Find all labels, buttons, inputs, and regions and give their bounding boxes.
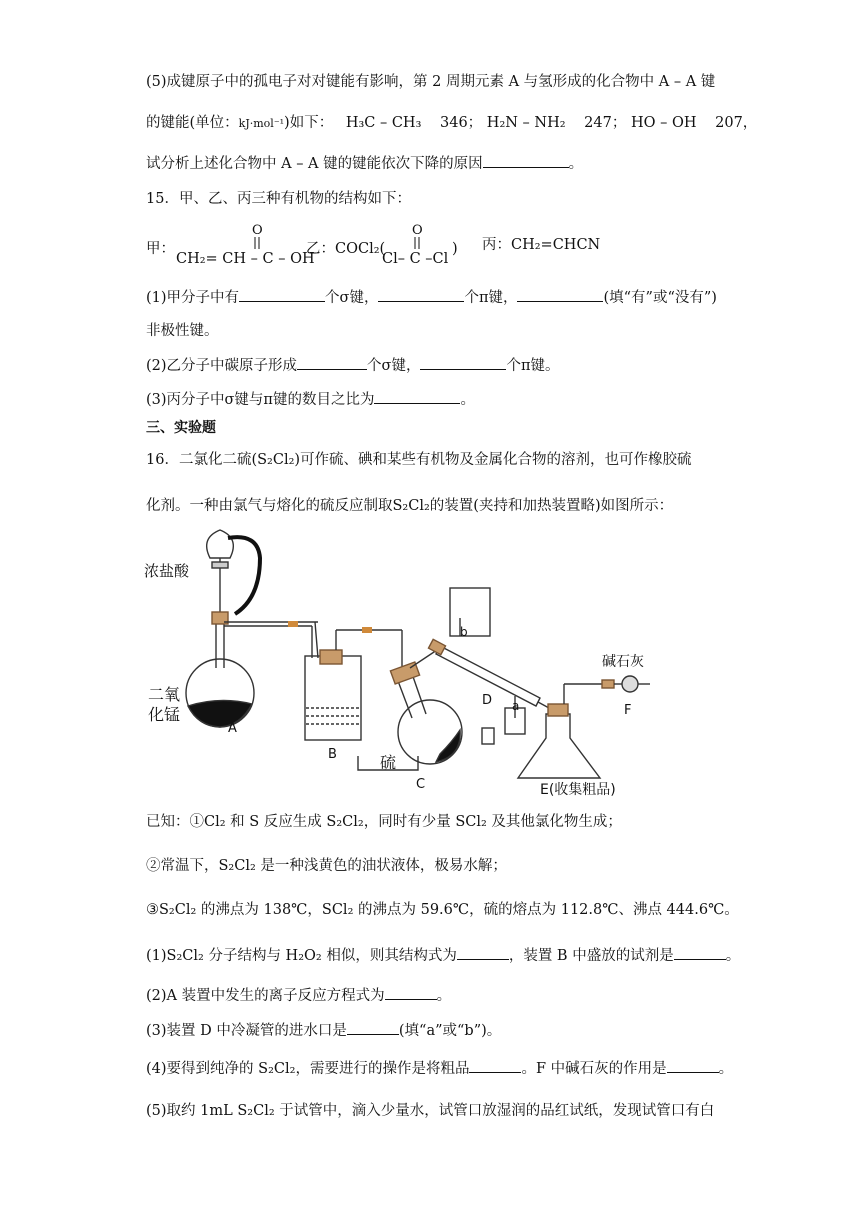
answer-blank[interactable] [378,287,464,302]
q15-p1-c: 个π键， [464,290,518,306]
q15-title-text: 15．甲、乙、丙三种有机物的结构如下： [146,191,411,207]
q14-5-prefix: 的键能(单位： [146,115,239,131]
q16-intro1-b: 可作硫、碘和某些有机物及金属化合物的溶剂，也可作橡胶硫 [300,452,692,468]
q16-intro1 [146,450,692,470]
q16-p2-b: 。 [436,988,452,1004]
label-d: D [482,693,493,708]
section-heading: 三、实验题 [146,420,216,436]
q16-p3 [146,1020,501,1041]
answer-blank[interactable] [517,287,603,302]
q16-p1 [146,945,740,966]
drying-tube-f [622,676,638,692]
formula-s2cl2: S₂Cl₂ [392,498,430,514]
q16-p1-c: 。 [725,948,741,964]
answer-blank[interactable] [347,1020,399,1035]
compound-hydrazine: H₂N – NH₂ [486,115,566,131]
q15-p2-b: 个σ键， [367,358,421,374]
q16-p4 [146,1058,733,1079]
q16-p3-b: (填“a”或“b”)。 [398,1023,502,1039]
q15-p1 [146,287,717,308]
q16-p3-a: (3)装置 D 中冷凝管的进水口是 [146,1023,347,1039]
answer-blank[interactable] [385,985,437,1000]
q15-p1-a: (1)甲分子中有 [146,290,240,306]
label-a: A [228,721,237,736]
q16-intro2-a: 化剂。一种由氯气与熔化的硫反应制取 [146,498,393,514]
separatory-funnel [207,530,234,558]
label-e: E(收集粗品) [540,782,616,798]
label-water-outlet-b: b [460,625,468,639]
answer-blank[interactable] [674,945,726,960]
q14-5-mid: )如下： [284,115,334,131]
value-h2o2: 207， [715,115,758,131]
jia-structure: CH₂= CH – C – OH [176,251,315,267]
q14-5-text3: 试分析上述化合物中 A – A 键的键能依次下降的原因 [146,156,483,172]
q16-p5: (5)取约 1mL S₂Cl₂ 于试管中，滴入少量水，试管口放湿润的品红试纸，发现试管口有白 [146,1103,715,1119]
answer-blank[interactable] [469,1058,521,1073]
value-ethane: 346； [440,115,483,131]
q15-p2-a: (2)乙分子中碳原子形成 [146,358,298,374]
q15-p3-b: 。 [460,392,475,408]
q15-structures [146,223,766,271]
unit: kJ·mol⁻¹ [238,117,285,130]
compound-h2o2: HO – OH [630,115,697,131]
q16-intro2 [146,496,673,516]
q16-intro1-a: 16．二氯化二硫 [146,452,252,468]
label-c: C [416,777,426,792]
label-b: B [328,747,337,762]
q16-known2: ②常温下，S₂Cl₂ 是一种浅黄色的油状液体，极易水解； [146,858,507,874]
q16-p4-c: 。 [718,1061,734,1077]
q15-p1-d: (填“有”或“没有”) [603,290,717,306]
q16-p2 [146,985,451,1006]
q15-p2 [146,355,559,376]
answer-blank[interactable] [420,355,506,370]
q14-5-line3 [146,153,583,174]
answer-blank[interactable] [374,389,460,404]
label-f: F [624,703,632,718]
q16-known3: ③S₂Cl₂ 的沸点为 138℃，SCl₂ 的沸点为 59.6℃，硫的熔点为 112.8℃、沸点 444.6℃。 [146,902,739,918]
jia-carbonyl-o: O [252,223,263,238]
q16-p1-b: ，装置 B 中盛放的试剂是 [508,948,674,964]
label-water-inlet-a: a [512,699,520,713]
q16-p4-b: 。F 中碱石灰的作用是 [521,1061,667,1077]
bing-structure: 丙：CH₂=CHCN [482,237,601,253]
label-mno2-2: 化锰 [148,705,181,724]
label-soda-lime: 碱石灰 [602,654,644,670]
q16-known1: 已知：①Cl₂ 和 S 反应生成 S₂Cl₂，同时有少量 SCl₂ 及其他氯化物生成； [146,814,622,830]
q14-5-text1: (5)成键原子中的孤电子对对键能有影响，第 2 周期元素 A 与氢形成的化合物中 A – A 键 [146,74,716,90]
label-mno2-1: 二氧 [148,685,181,704]
q15-p2-c: 个π键。 [506,358,560,374]
wash-bottle-b [305,656,361,740]
formula-s2cl2: (S₂Cl₂) [251,452,301,468]
value-hydrazine: 247； [584,115,627,131]
yi-structure: Cl– C –Cl [382,251,449,267]
compound-ethane: H₃C – CH₃ [345,115,422,131]
yi-close: ) [452,241,458,257]
jia-label: 甲： [146,241,175,257]
flask-e [518,714,600,778]
label-sulfur: 硫 [380,753,397,772]
q15-p3 [146,389,475,410]
q16-intro2-b: 的装置(夹持和加热装置略)如图所示： [429,498,674,514]
q15-p3-a: (3)丙分子中σ键与π键的数目之比为 [146,392,375,408]
q14-5-line1 [146,72,715,92]
answer-blank[interactable] [667,1058,719,1073]
answer-blank[interactable] [297,355,367,370]
q15-title [146,189,411,209]
period: 。 [568,156,584,172]
yi-carbonyl-o: O [412,223,423,238]
q15-p1-cont [146,321,219,341]
q15-p1-e: 非极性键。 [146,323,219,339]
answer-blank[interactable] [457,945,509,960]
q16-p1-a: (1)S₂Cl₂ 分子结构与 H₂O₂ 相似，则其结构式为 [146,948,457,964]
q16-p4-a: (4)要得到纯净的 S₂Cl₂，需要进行的操作是将粗品 [146,1061,470,1077]
answer-blank[interactable] [483,153,569,168]
apparatus-diagram [140,518,670,798]
label-conc-hcl: 浓盐酸 [144,562,190,580]
answer-blank[interactable] [239,287,325,302]
q16-p2-a: (2)A 装置中发生的离子反应方程式为 [146,988,385,1004]
q15-p1-b: 个σ键， [325,290,379,306]
yi-label: 乙：COCl₂( [306,241,386,257]
q14-5-line2 [146,113,757,134]
